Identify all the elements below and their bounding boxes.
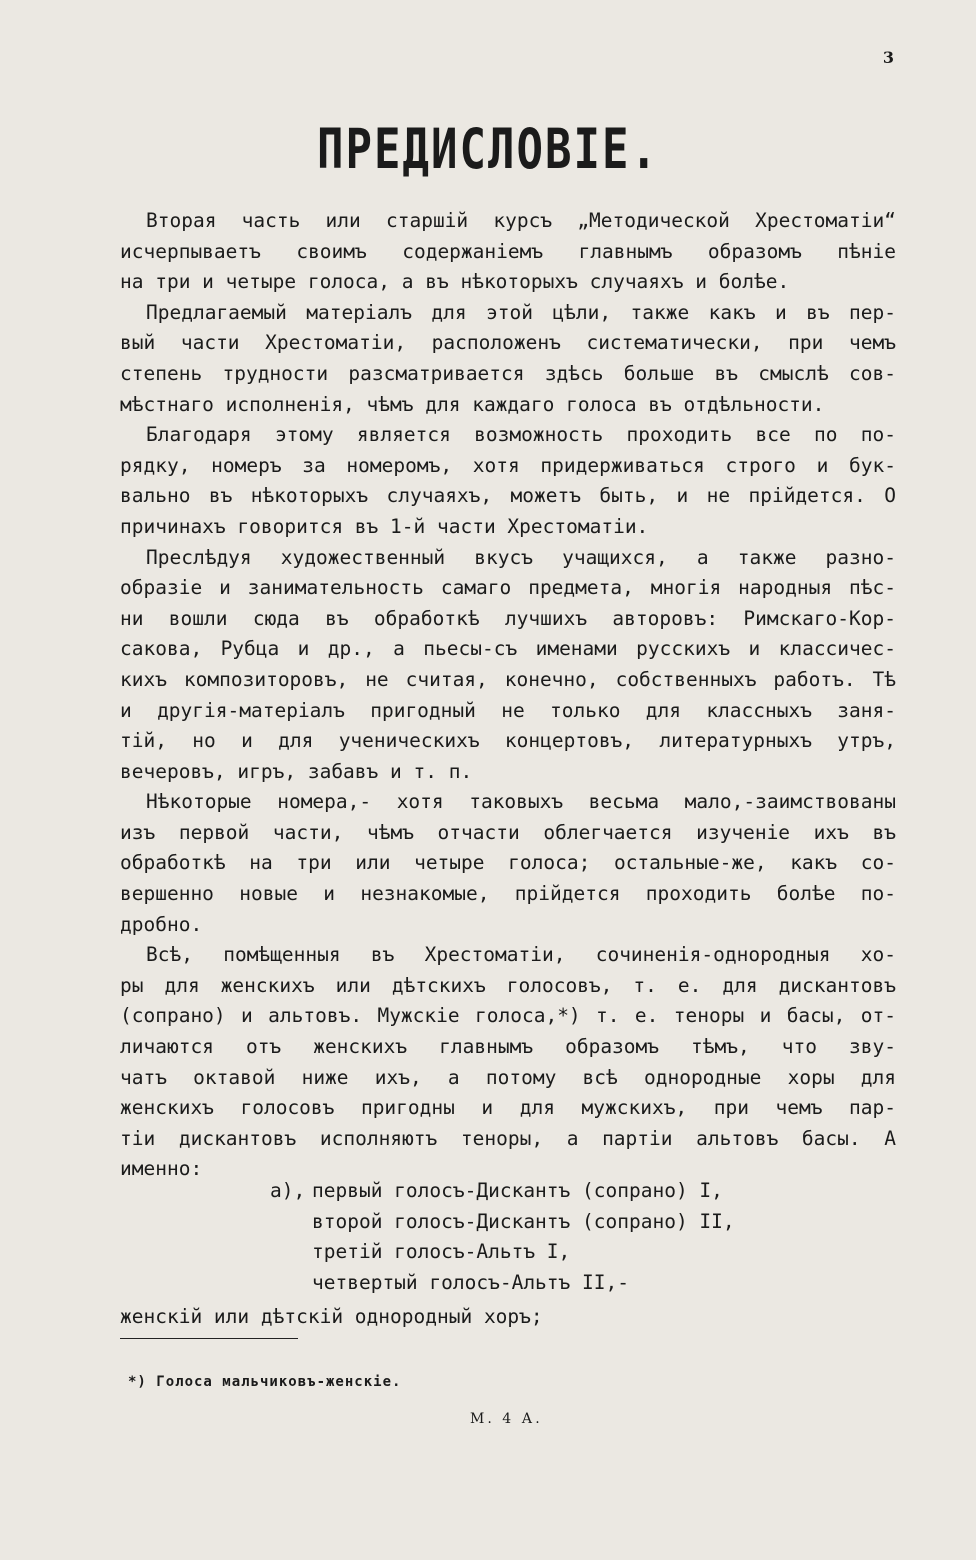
text-line: Преслѣдуя художественный вкусъ учащихся, а также разно- (146, 545, 896, 569)
text-line: мѣстнаго исполненія, чѣмъ для каждаго голоса въ отдѣльности. (120, 392, 825, 416)
voice-list (270, 1176, 735, 1298)
text-line: причинахъ говорится въ 1-й части Хрестоматіи. (120, 514, 649, 538)
text-line: личаются отъ женскихъ главнымъ образомъ тѣмъ, что звy- (120, 1035, 896, 1059)
text-line: чатъ октавой ниже ихъ, а потому всѣ однородные хоры для (120, 1065, 896, 1089)
text-line: Нѣкоторые номера,- хотя таковыхъ весьма мало,-заимствованы (146, 790, 896, 814)
text-line: вечеровъ, игръ, забавъ и т. п. (120, 759, 473, 783)
text-line: рядку, номеръ за номеромъ, хотя придерживаться строго и бук- (120, 453, 896, 477)
text-line: обработкѣ на три или четыре голоса; остальные-же, какъ со- (120, 851, 896, 875)
closing-line: женскій или дѣтскій однородный хоръ; (120, 1305, 543, 1328)
body-text (120, 206, 896, 1185)
text-line: сакова, Рубца и др., а пьесы-съ именами русскихъ и классичес- (120, 637, 896, 661)
page-number: 3 (882, 48, 894, 67)
list-marker: а), (270, 1179, 306, 1202)
text-line: Всѣ, помѣщенныя въ Хрестоматіи, сочиненія-однородныя хо- (146, 943, 896, 967)
text-line: вершенно новые и незнакомые, прійдется проходить болѣе по- (120, 882, 896, 906)
text-line: вый части Хрестоматіи, расположенъ систематически, при чемъ (120, 331, 896, 355)
text-line: образіе и занимательность самаго предмета, многія народныя пѣс- (120, 576, 896, 600)
text-line: кихъ композиторовъ, не считая, конечно, собственныхъ работъ. Тѣ (120, 667, 896, 691)
text-line: исчерпываетъ своимъ содержаніемъ главнымъ образомъ пѣніе (120, 239, 896, 263)
text-line: на три и четыре голоса, а въ нѣкоторыхъ случаяхъ и болѣе. (120, 270, 790, 294)
voice-list-item (270, 1176, 735, 1207)
voice-list-item: третій голосъ-Альтъ I, (312, 1240, 571, 1264)
text-line: тіи дискантовъ исполняютъ теноры, а партіи альтовъ басы. А (120, 1126, 896, 1150)
printer-imprint: М. 4 А. (470, 1411, 543, 1427)
voice-list-item-text: первый голосъ-Дискантъ (сопрано) I, (312, 1179, 723, 1202)
text-line: и другія-матеріалъ пригодный не только для классныхъ заня- (120, 698, 896, 722)
text-line: женскихъ голосовъ пригодны и для мужскихъ, при чемъ пар- (120, 1096, 896, 1120)
text-line: ры для женскихъ или дѣтскихъ голосовъ, т. е. для дискантовъ (120, 973, 896, 997)
text-line: Вторая часть или старшій курсъ „Методической Хрестоматіи“ (146, 209, 896, 232)
text-line: дробно. (120, 912, 203, 936)
text-line: Благодаря этому является возможность проходить все по по- (146, 423, 896, 447)
text-line: тій, но и для ученическихъ концертовъ, литературныхъ утръ, (120, 729, 896, 753)
text-line: вально въ нѣкоторыхъ случаяхъ, можетъ быть, и не прійдется. О (120, 484, 896, 508)
text-line: ни вошли сюда въ обработкѣ лучшихъ авторовъ: Римскаго-Кор- (120, 606, 896, 630)
text-line: степень трудности разсматривается здѣсь больше въ смыслѣ сов- (120, 361, 896, 385)
text-line: изъ первой части, чѣмъ отчасти облегчается изученіе ихъ въ (120, 820, 896, 844)
text-line: Предлагаемый матеріалъ для этой цѣли, также какъ и въ пер- (146, 300, 896, 324)
footnote: *) Голоса мальчиковъ-женскіе. (128, 1374, 402, 1390)
page-title: ПРЕДИСЛОВІЕ. (317, 118, 659, 182)
voice-list-item: второй голосъ-Дискантъ (сопрано) II, (312, 1209, 735, 1233)
footnote-divider (120, 1338, 298, 1339)
text-line: (сопрано) и альтовъ. Мужскіе голоса,*) т. е. теноры и басы, от- (120, 1004, 896, 1028)
text-line: именно: (120, 1157, 203, 1181)
voice-list-item: четвертый голосъ-Альтъ II,- (312, 1270, 629, 1294)
